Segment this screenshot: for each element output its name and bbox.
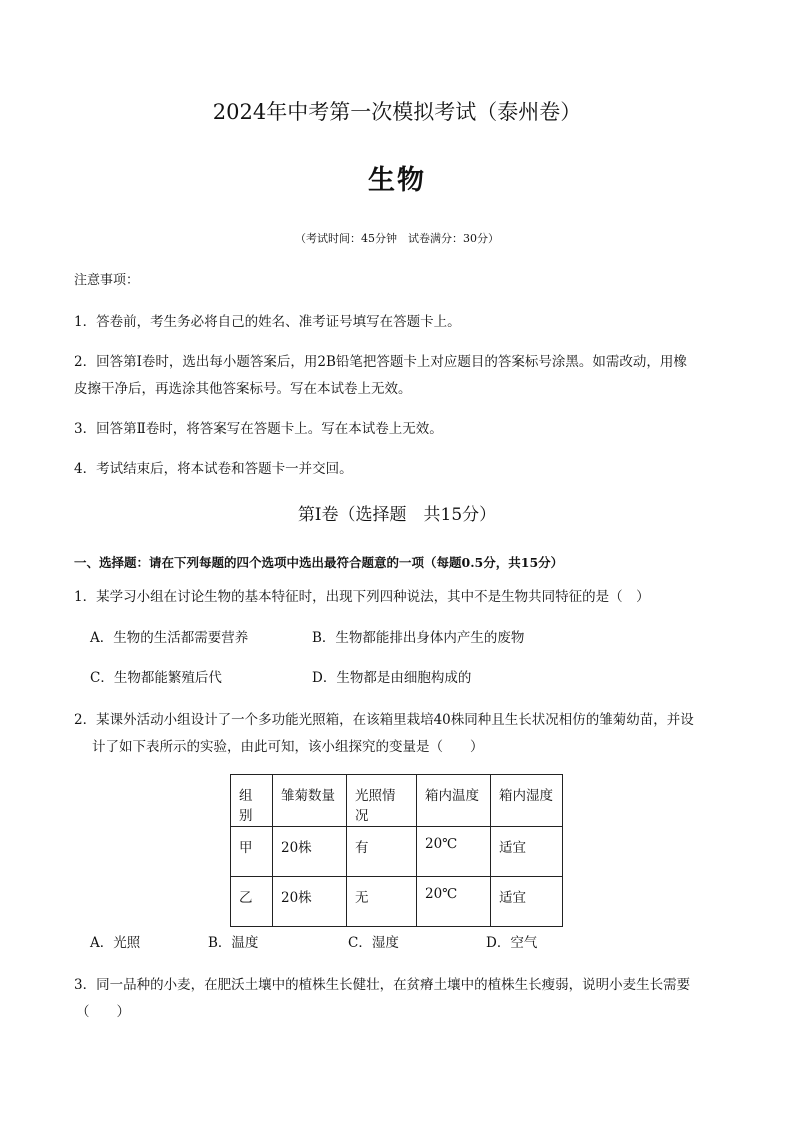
table-cell: 无 [347,877,417,927]
notice-heading: 注意事项： [74,273,140,288]
question-1-option-c: C．生物都能繁殖后代 [90,670,222,686]
notice-item-2-cont: 皮擦干净后，再选涂其他答案标号。写在本试卷上无效。 [74,381,412,397]
question-2-stem-line-1: 2．某课外活动小组设计了一个多功能光照箱，在该箱里栽培40株同种且生长状况相仿的雏菊幼苗，并设 [74,712,694,728]
table-cell: 20℃ [417,877,491,927]
table-header-cell: 光照情况 [347,775,417,827]
table-header-cell: 箱内湿度 [491,775,563,827]
question-3-stem-line-2: （ ） [76,1004,130,1020]
table-cell: 有 [347,827,417,877]
table-cell: 适宜 [491,877,563,927]
table-cell: 20株 [273,877,347,927]
table-cell: 适宜 [491,827,563,877]
table-cell: 20℃ [417,827,491,877]
question-2-option-d: D．空气 [486,935,538,951]
question-1-option-a: A．生物的生活都需要营养 [90,630,249,646]
section-title: 第Ⅰ卷（选择题 共15分） [297,505,497,525]
notice-item-4: 4．考试结束后，将本试卷和答题卡一并交回。 [74,461,353,477]
table-cell: 乙 [231,877,273,927]
exam-title: 2024年中考第一次模拟考试（泰州卷） [212,100,582,124]
exam-info: （考试时间：45分钟 试卷满分：30分） [295,232,499,245]
question-2-stem-line-2: 计了如下表所示的实验，由此可知，该小组探究的变量是（ ） [92,739,484,755]
table-header-cell: 雏菊数量 [273,775,347,827]
table-header-row [231,775,563,827]
question-1-option-d: D．生物都是由细胞构成的 [312,670,472,686]
question-2-option-c: C．湿度 [348,935,399,951]
table-row [231,827,563,877]
table-header-cell: 箱内温度 [417,775,491,827]
subject-title: 生物 [368,165,426,196]
table-cell: 甲 [231,827,273,877]
table-row [231,877,563,927]
question-1-stem: 1．某学习小组在讨论生物的基本特征时，出现下列四种说法，其中不是生物共同特征的是（ ） [74,589,650,605]
notice-item-1: 1．答卷前，考生务必将自己的姓名、准考证号填写在答题卡上。 [74,314,461,330]
question-3-stem-line-1: 3．同一品种的小麦，在肥沃土壤中的植株生长健壮，在贫瘠土壤中的植株生长瘦弱，说明小麦生长需要 [74,977,691,993]
question-1-option-b: B．生物都能排出身体内产生的废物 [312,630,525,646]
table-cell: 20株 [273,827,347,877]
part-heading: 一、选择题：请在下列每题的四个选项中选出最符合题意的一项（每题0.5分，共15分） [74,555,564,570]
notice-item-2: 2．回答第Ⅰ卷时，选出每小题答案后，用2B铅笔把答题卡上对应题目的答案标号涂黑。如需改动，用橡 [74,354,687,370]
experiment-table [230,774,563,927]
notice-item-3: 3．回答第Ⅱ卷时，将答案写在答题卡上。写在本试卷上无效。 [74,421,443,437]
question-2-option-a: A．光照 [90,935,141,951]
table-header-cell: 组别 [231,775,273,827]
question-2-option-b: B．温度 [208,935,259,951]
